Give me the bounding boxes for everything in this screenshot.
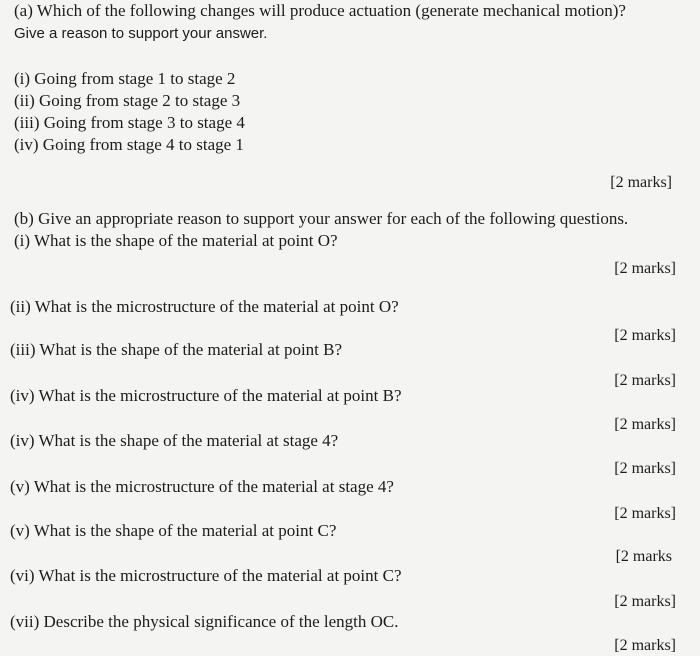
part-a-option-3: (iii) Going from stage 3 to stage 4 — [14, 113, 245, 132]
question-b-i: (i) What is the shape of the material at point O? — [14, 231, 338, 250]
question-b-v-point-c: (v) What is the shape of the material at point C? — [10, 521, 337, 540]
part-a-option-2: (ii) Going from stage 2 to stage 3 — [14, 91, 241, 110]
question-b-vii-marks: [2 marks] — [614, 637, 676, 654]
part-a-option-1: (i) Going from stage 1 to stage 2 — [14, 69, 236, 88]
part-a-question-line2: Give a reason to support your answer. — [14, 25, 268, 42]
question-b-vii: (vii) Describe the physical significance of the length OC. — [10, 612, 399, 631]
question-b-iv-stage4: (iv) What is the shape of the material at stage 4? — [10, 431, 339, 450]
question-b-v-point-c-marks: [2 marks — [615, 548, 672, 565]
part-a-question-line1: (a) Which of the following changes will produce actuation (generate mechanical motion)? — [14, 1, 626, 20]
question-b-v: (v) What is the microstructure of the material at stage 4? — [10, 477, 394, 496]
question-b-i-marks: [2 marks] — [614, 260, 676, 277]
question-b-v-marks: [2 marks] — [614, 505, 676, 522]
question-b-iii: (iii) What is the shape of the material at point B? — [10, 340, 343, 359]
part-b-intro: (b) Give an appropriate reason to support your answer for each of the following questions. — [14, 209, 629, 228]
part-a-option-4: (iv) Going from stage 4 to stage 1 — [14, 135, 244, 154]
question-b-vi-marks: [2 marks] — [614, 593, 676, 610]
question-b-vi: (vi) What is the microstructure of the material at point C? — [10, 566, 402, 585]
question-b-ii-marks: [2 marks] — [614, 327, 676, 344]
question-b-iii-marks: [2 marks] — [614, 372, 676, 389]
question-b-iv-stage4-marks: [2 marks] — [614, 460, 676, 477]
question-b-ii: (ii) What is the microstructure of the material at point O? — [10, 297, 399, 316]
part-a-marks: [2 marks] — [610, 174, 672, 191]
question-b-iv: (iv) What is the microstructure of the material at point B? — [10, 386, 402, 405]
question-b-iv-marks: [2 marks] — [614, 416, 676, 433]
